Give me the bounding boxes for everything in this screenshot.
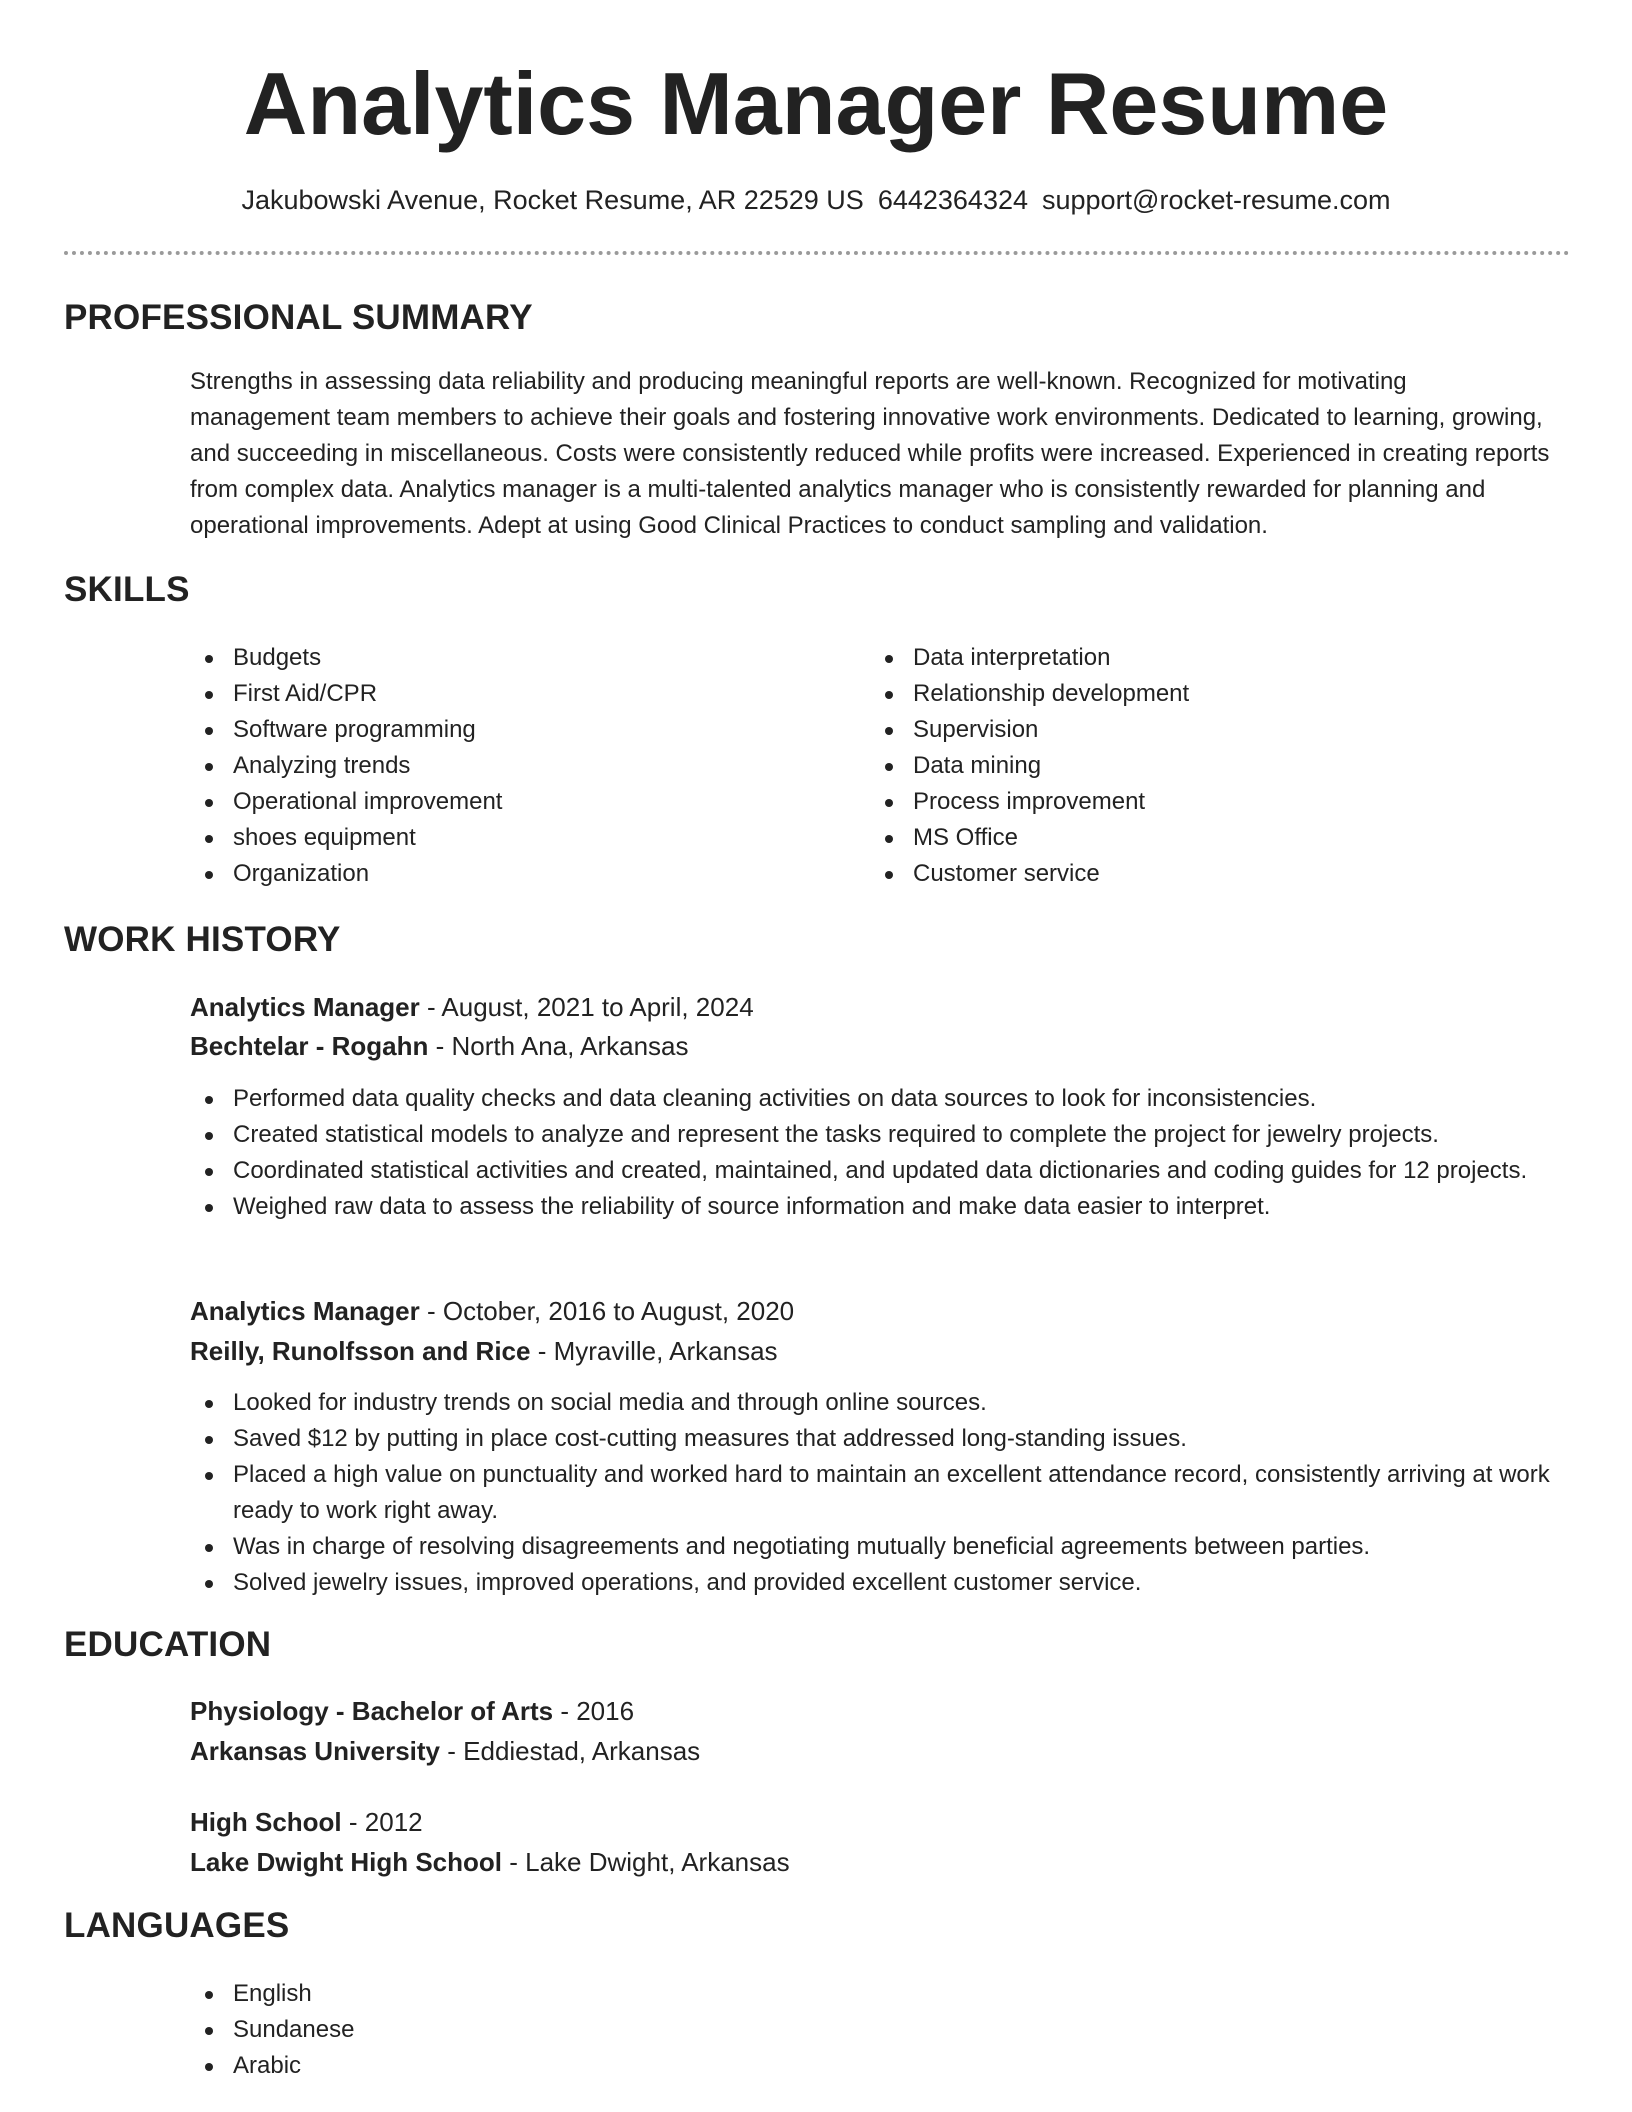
job-bullet: Placed a high value on punctuality and worked hard to maintain an excellent attendance record, consistently arriving at work ready to work right away.: [190, 1457, 1560, 1529]
contact-email[interactable]: support@rocket-resume.com: [1042, 185, 1391, 215]
degree-line: [190, 1803, 423, 1841]
skill-item: Process improvement: [870, 784, 1189, 820]
job-title: Analytics Manager: [190, 1296, 420, 1326]
resume-title: Analytics Manager Resume: [243, 54, 1389, 153]
job-bullet: Saved $12 by putting in place cost-cutting measures that addressed long-standing issues.: [190, 1421, 1560, 1457]
job-title-line: [190, 1292, 794, 1330]
skills-list-right: [870, 640, 1189, 892]
job-title-line: [190, 988, 754, 1026]
job-bullets: [190, 1385, 1560, 1601]
skill-item: Customer service: [870, 856, 1189, 892]
school-name: Arkansas University: [190, 1736, 441, 1766]
language-item: Arabic: [190, 2048, 1560, 2084]
school-line: [190, 1843, 790, 1881]
school-line: [190, 1732, 700, 1770]
skill-item: Analyzing trends: [190, 748, 502, 784]
job-dates: - August, 2021 to April, 2024: [419, 992, 754, 1022]
job-bullet: Solved jewelry issues, improved operations, and provided excellent customer service.: [190, 1565, 1560, 1601]
skills-list-left: [190, 640, 502, 892]
contact-line: [0, 180, 1632, 220]
contact-phone: 6442364324: [877, 185, 1028, 215]
skill-item: shoes equipment: [190, 820, 502, 856]
languages-list: [190, 1976, 1560, 2084]
job-dates: - October, 2016 to August, 2020: [419, 1296, 795, 1326]
job-company-line: [190, 1332, 778, 1370]
skill-item: Supervision: [870, 712, 1189, 748]
school-name: Lake Dwight High School: [190, 1847, 503, 1877]
job-bullets: [190, 1081, 1560, 1225]
job-location: - North Ana, Arkansas: [428, 1031, 689, 1061]
language-item: Sundanese: [190, 2012, 1560, 2048]
job-bullet: Created statistical models to analyze and represent the tasks required to complete the project for jewelry projects.: [190, 1117, 1560, 1153]
job-company: Bechtelar - Rogahn: [190, 1031, 429, 1061]
skills-heading: SKILLS: [64, 570, 190, 609]
job-bullet: Looked for industry trends on social media and through online sources.: [190, 1385, 1560, 1421]
degree-year: - 2012: [341, 1807, 423, 1837]
job-bullet: Was in charge of resolving disagreements and negotiating mutually beneficial agreements between parties.: [190, 1529, 1560, 1565]
skill-item: Software programming: [190, 712, 502, 748]
degree-name: High School: [190, 1807, 342, 1837]
skill-item: Operational improvement: [190, 784, 502, 820]
contact-address: Jakubowski Avenue, Rocket Resume, AR 22529 US: [241, 185, 864, 215]
language-item: English: [190, 1976, 1560, 2012]
job-bullet: Coordinated statistical activities and created, maintained, and updated data dictionaries and coding guides for 12 projects.: [190, 1153, 1560, 1189]
degree-year: - 2016: [553, 1696, 635, 1726]
skill-item: First Aid/CPR: [190, 676, 502, 712]
skill-item: Organization: [190, 856, 502, 892]
skill-item: Data mining: [870, 748, 1189, 784]
work-heading: WORK HISTORY: [64, 920, 341, 959]
skill-item: Data interpretation: [870, 640, 1189, 676]
summary-heading: PROFESSIONAL SUMMARY: [64, 298, 533, 337]
school-location: - Lake Dwight, Arkansas: [502, 1847, 790, 1877]
skill-item: Budgets: [190, 640, 502, 676]
job-bullet: Performed data quality checks and data cleaning activities on data sources to look for inconsistencies.: [190, 1081, 1560, 1117]
job-location: - Myraville, Arkansas: [530, 1336, 778, 1366]
summary-text: Strengths in assessing data reliability and producing meaningful reports are well-known. Recognized for motivating management team members to achieve their goals and fostering innovative work environments. Dedicated to learning, growing, and succeeding in miscellaneous. Costs were consistently reduced while profits were increased. Experienced in creating reports from complex data. Analytics manager is a multi-talented analytics manager who is consistently rewarded for planning and operational improvements. Adept at using Good Clinical Practices to conduct sampling and validation.: [190, 368, 1550, 539]
job-title: Analytics Manager: [190, 992, 420, 1022]
skill-item: Relationship development: [870, 676, 1189, 712]
degree-line: [190, 1692, 634, 1730]
languages-heading: LANGUAGES: [64, 1906, 290, 1945]
degree-name: Physiology - Bachelor of Arts: [190, 1696, 554, 1726]
school-location: - Eddiestad, Arkansas: [440, 1736, 701, 1766]
education-heading: EDUCATION: [64, 1625, 272, 1664]
job-bullet: Weighed raw data to assess the reliability of source information and make data easier to interpret.: [190, 1189, 1560, 1225]
job-company-line: [190, 1027, 689, 1065]
header-divider: [64, 251, 1570, 255]
job-company: Reilly, Runolfsson and Rice: [190, 1336, 531, 1366]
skill-item: MS Office: [870, 820, 1189, 856]
